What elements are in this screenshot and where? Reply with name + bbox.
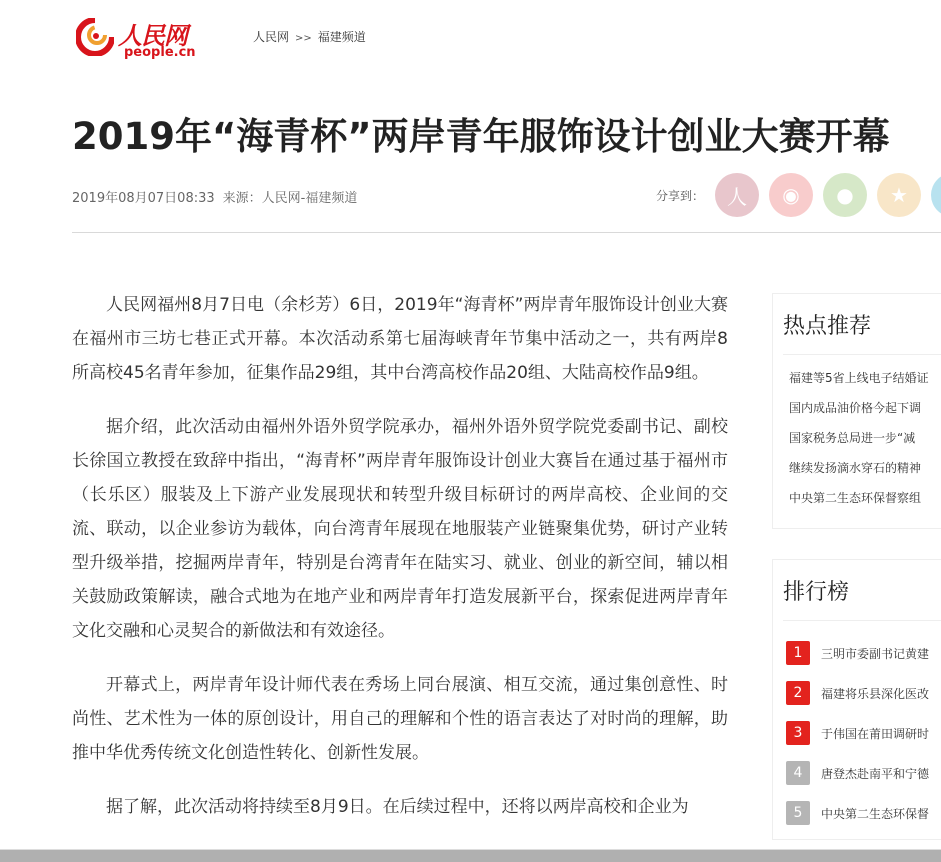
wechat-glyph: ●	[836, 183, 854, 207]
ranking-title: 排行榜	[783, 560, 941, 621]
rank-item[interactable]	[786, 673, 941, 713]
breadcrumb-home[interactable]: 人民网	[253, 30, 290, 44]
logo-text-cn: 人民网	[118, 21, 187, 50]
rank-badge: 3	[786, 721, 810, 745]
breadcrumb-fujian-channel[interactable]: 福建频道	[317, 30, 366, 44]
rank-item[interactable]	[786, 713, 941, 753]
ranking-list	[773, 621, 941, 833]
breadcrumb	[253, 28, 366, 45]
article-body	[72, 288, 728, 844]
share-qzone-icon[interactable]	[877, 173, 921, 217]
rank-item[interactable]	[786, 753, 941, 793]
rank-text[interactable]: 唐登杰赴南平和宁德	[821, 766, 930, 781]
rank-text[interactable]: 于伟国在莆田调研时	[821, 726, 930, 741]
hot-item[interactable]: 继续发扬滴水穿石的精神	[789, 461, 922, 475]
article-paragraph: 人民网福州8月7日电（余杉芳）6日，2019年“海青杯”两岸青年服饰设计创业大赛在福州市三坊七巷正式开幕。本次活动系第七届海峡青年节集中活动之一，共有两岸8所高校45名青年参加，征集作品29组，其中台湾高校作品20组、大陆高校作品9组。	[72, 295, 728, 383]
rank-badge: 5	[786, 801, 810, 825]
share-wechat-icon[interactable]	[823, 173, 867, 217]
horizontal-scrollbar[interactable]	[0, 849, 941, 862]
hot-recommend-title: 热点推荐	[783, 294, 941, 355]
hot-item[interactable]: 国家税务总局进一步“减	[789, 431, 916, 445]
people-glyph: 人	[727, 184, 747, 209]
rank-text[interactable]: 中央第二生态环保督	[821, 806, 930, 821]
article-datetime: 2019年08月07日08:33	[72, 191, 215, 206]
article-paragraph: 开幕式上，两岸青年设计师代表在秀场上同台展演、相互交流，通过集创意性、时尚性、艺术性为一体的原创设计，用自己的理解和个性的语言表达了对时尚的理解，助推中华优秀传统文化创造性转化、创新性发展。	[72, 675, 728, 763]
rank-text[interactable]: 福建将乐县深化医改	[821, 686, 930, 701]
header-divider	[72, 232, 941, 233]
rank-item[interactable]	[786, 633, 941, 673]
logo-text-en: people.cn	[124, 45, 196, 60]
breadcrumb-separator: >>	[295, 33, 312, 44]
logo-swirl-icon	[76, 18, 114, 56]
article-source[interactable]: 来源：人民网-福建频道	[222, 191, 358, 206]
rank-text[interactable]: 三明市委副书记黄建	[821, 646, 930, 661]
share-label: 分享到：	[656, 189, 705, 203]
hot-recommend-panel	[772, 293, 941, 529]
share-weibo-icon[interactable]	[769, 173, 813, 217]
hot-item[interactable]: 福建等5省上线电子结婚证	[789, 371, 929, 385]
rank-badge: 4	[786, 761, 810, 785]
rank-item[interactable]	[786, 793, 941, 833]
hot-item[interactable]: 国内成品油价格今起下调	[789, 401, 922, 415]
qzone-glyph: ★	[890, 183, 908, 207]
share-people-icon[interactable]	[715, 173, 759, 217]
rank-badge: 2	[786, 681, 810, 705]
rank-badge: 1	[786, 641, 810, 665]
article-paragraph: 据了解，此次活动将持续至8月9日。在后续过程中，还将以两岸高校和企业为	[106, 797, 689, 817]
people-logo[interactable]	[76, 16, 194, 62]
article-meta	[72, 187, 357, 206]
article-paragraph: 据介绍，此次活动由福州外语外贸学院承办，福州外语外贸学院党委副书记、副校长徐国立教授在致辞中指出，“海青杯”两岸青年服饰设计创业大赛旨在通过基于福州市（长乐区）服装及上下游产业发展现状和转型升级目标研讨的两岸高校、企业间的交流、联动，以企业参访为载体，向台湾青年展现在地服装产业链聚集优势，研讨产业转型升级举措，挖掘两岸青年，特别是台湾青年在陆实习、就业、创业的新空间，辅以相关鼓励政策解读，融合式地为在地产业和两岸青年打造发展新平台，探索促进两岸青年文化交融和心灵契合的新做法和有效途径。	[72, 417, 728, 641]
hot-item[interactable]: 中央第二生态环保督察组	[789, 491, 922, 505]
site-header	[0, 0, 941, 80]
ranking-panel	[772, 559, 941, 840]
weibo-glyph: ◉	[782, 183, 800, 207]
article-title: 2019年“海青杯”两岸青年服饰设计创业大赛开幕	[72, 115, 890, 158]
hot-recommend-list	[773, 355, 941, 513]
share-qq-icon[interactable]	[931, 173, 941, 217]
